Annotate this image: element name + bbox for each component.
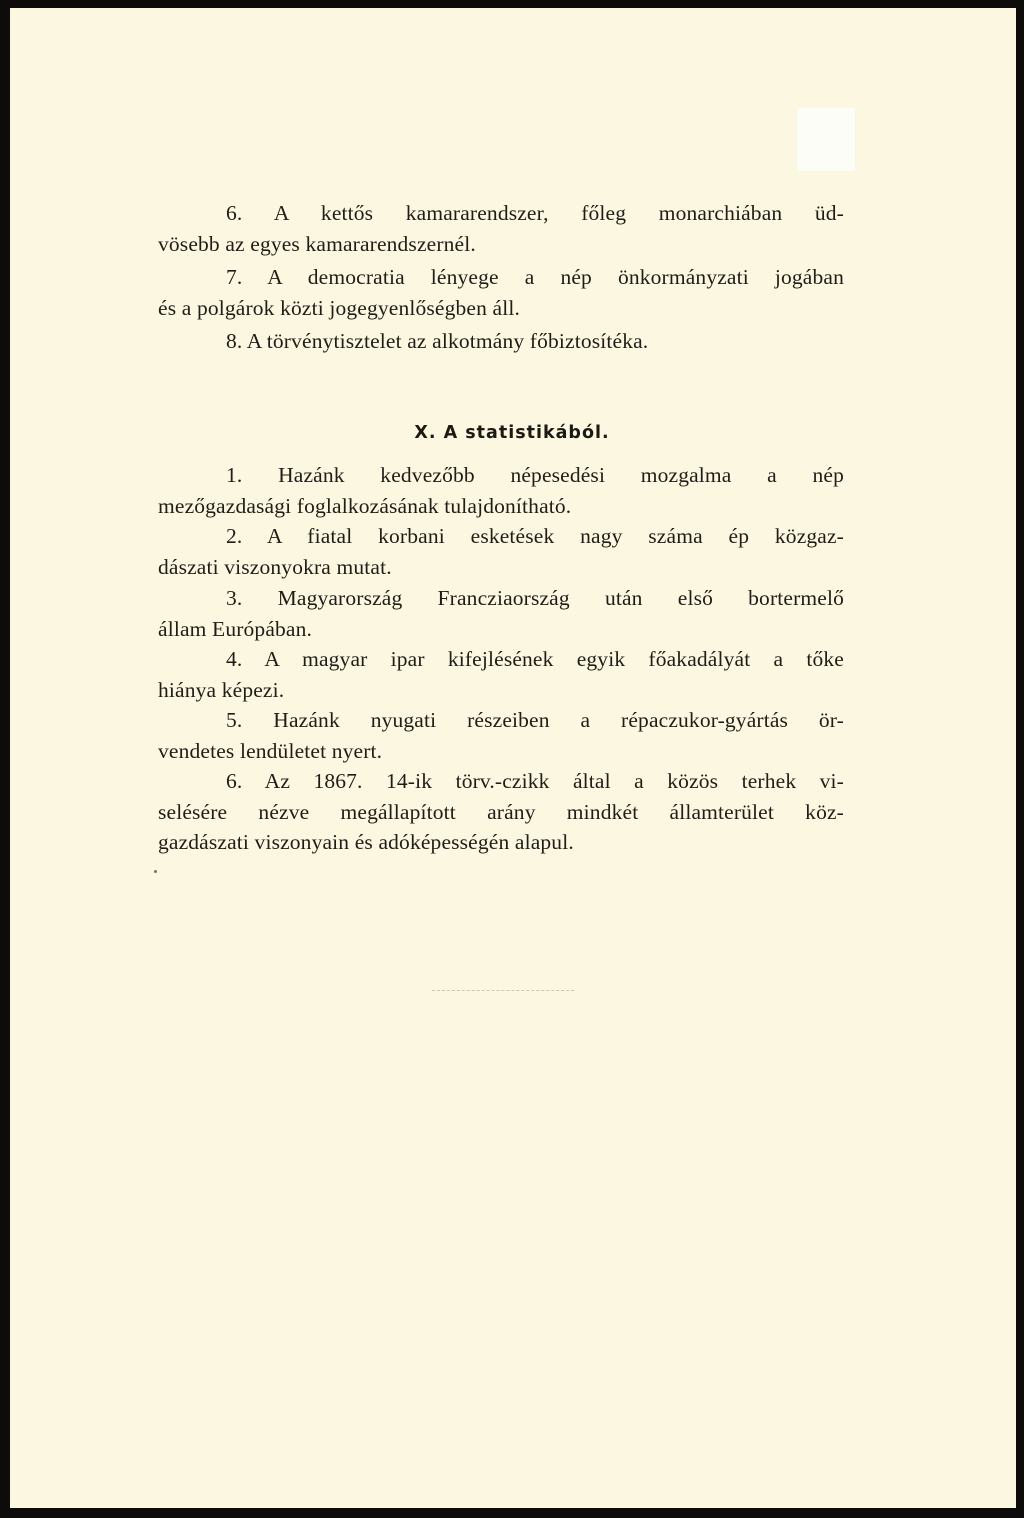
- thesis-x-1: [158, 460, 844, 521]
- thesis-x-6: [158, 766, 844, 858]
- text-line: 3. Magyarország Francziaország után első bortermelő: [226, 586, 844, 610]
- text-line: vösebb az egyes kamararendszernél.: [158, 231, 476, 256]
- text-line: állam Európában.: [158, 616, 313, 641]
- faint-rule: [432, 990, 574, 991]
- thesis-x-2: [158, 521, 844, 582]
- text-line: vendetes lendületet nyert.: [158, 738, 383, 763]
- page: [10, 8, 1016, 1508]
- thesis-ix-8: [158, 326, 844, 357]
- thesis-ix-7: [158, 262, 844, 323]
- text-line: 8. A törvénytisztelet az alkotmány főbiztosítéka.: [226, 329, 649, 353]
- thesis-ix-6: [158, 198, 844, 259]
- text-line: 5. Hazánk nyugati részeiben a répaczukor-gyártás ör-: [226, 708, 844, 732]
- paper-patch: [797, 108, 855, 171]
- text-line: selésére nézve megállapított arány mindkét államterület köz-: [158, 799, 844, 824]
- thesis-x-4: [158, 644, 844, 705]
- thesis-x-5: [158, 705, 844, 766]
- text-line: dászati viszonyokra mutat.: [158, 554, 392, 579]
- section-heading: X. A statistikából.: [414, 423, 610, 443]
- text-line: hiánya képezi.: [158, 677, 285, 702]
- ink-speck: [154, 870, 157, 873]
- text-line: 4. A magyar ipar kifejlésének egyik főakadályát a tőke: [226, 647, 844, 671]
- thesis-x-3: [158, 583, 844, 644]
- text-line: 2. A fiatal korbani esketések nagy száma ép közgaz-: [226, 524, 844, 548]
- text-line: 6. Az 1867. 14-ik törv.-czikk által a közös terhek vi-: [226, 769, 844, 793]
- text-line: és a polgárok közti jogegyenlőségben áll.: [158, 295, 520, 320]
- text-line: 7. A democratia lényege a nép önkormányzati jogában: [226, 265, 844, 289]
- text-line: 6. A kettős kamararendszer, főleg monarchiában üd-: [226, 201, 844, 225]
- text-line: 1. Hazánk kedvezőbb népesedési mozgalma a nép: [226, 463, 844, 487]
- text-line: mezőgazdasági foglalkozásának tulajdonítható.: [158, 493, 572, 518]
- text-line: gazdászati viszonyain és adóképességén alapul.: [158, 830, 574, 854]
